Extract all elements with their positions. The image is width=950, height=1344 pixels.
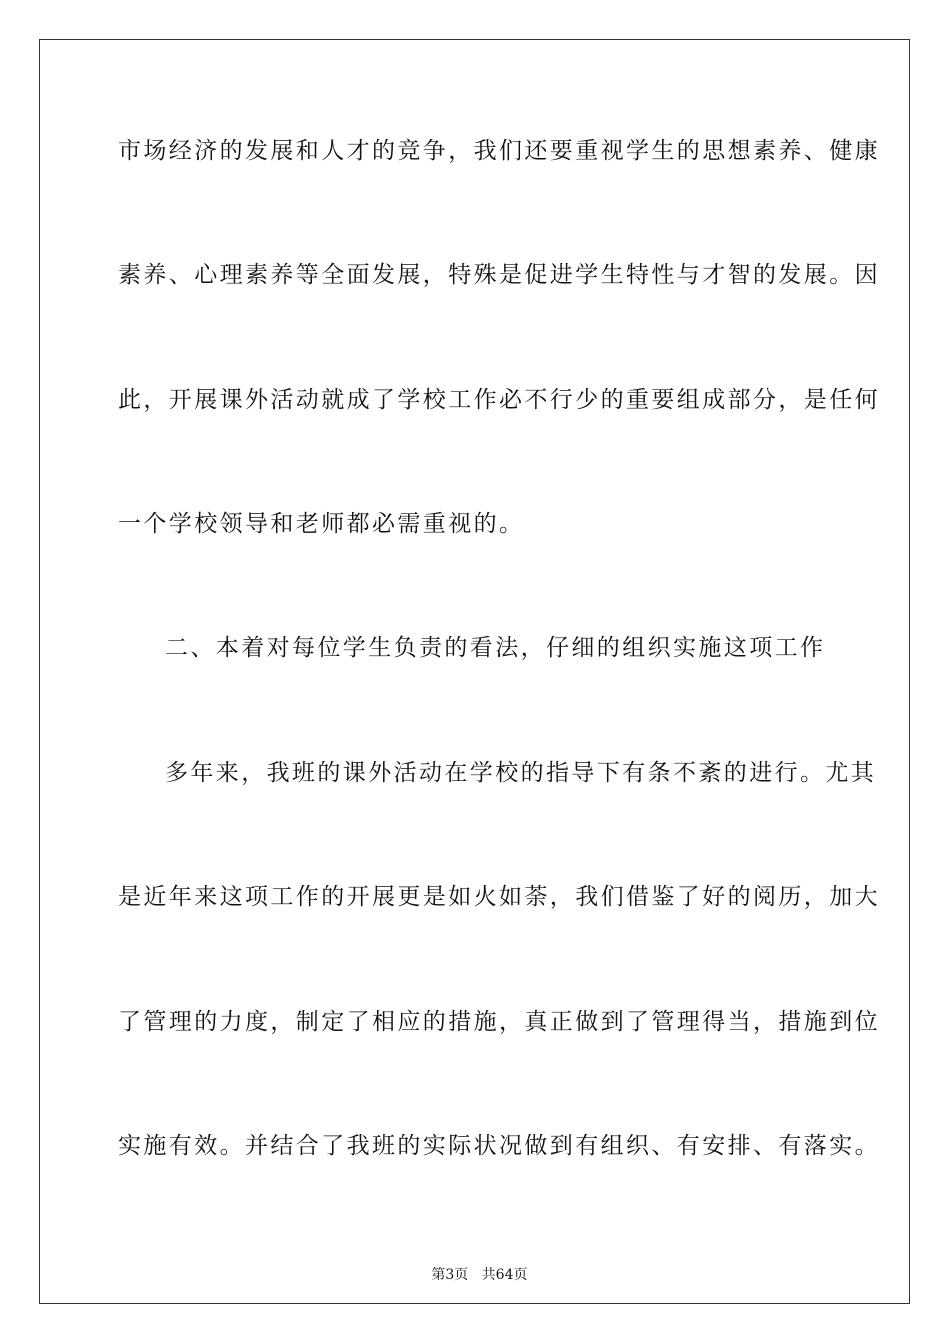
body-text-line: 了管理的力度，制定了相应的措施，真正做到了管理得当，措施到位 <box>118 1009 880 1035</box>
body-text-line: 一个学校领导和老师都必需重视的。 <box>118 511 525 537</box>
body-text-line: 实施有效。并结合了我班的实际状况做到有组织、有安排、有落实。 <box>118 1133 880 1159</box>
total-pages: 共64页 <box>481 1267 528 1283</box>
body-text-line: 多年来，我班的课外活动在学校的指导下有条不紊的进行。尤其 <box>165 760 877 786</box>
body-text-line: 素养、心理素养等全面发展，特殊是促进学生特性与才智的发展。因 <box>118 262 880 288</box>
page-frame <box>39 39 910 1304</box>
body-text-line: 此，开展课外活动就成了学校工作必不行少的重要组成部分，是任何 <box>118 387 880 413</box>
section-heading: 二、本着对每位学生负责的看法，仔细的组织实施这项工作 <box>165 635 826 661</box>
body-text-line: 市场经济的发展和人才的竞争，我们还要重视学生的思想素养、健康 <box>118 138 880 164</box>
page-footer <box>0 1248 950 1284</box>
body-text-line: 是近年来这项工作的开展更是如火如荼，我们借鉴了好的阅历，加大 <box>118 884 880 910</box>
page-number: 第3页 <box>431 1267 469 1283</box>
